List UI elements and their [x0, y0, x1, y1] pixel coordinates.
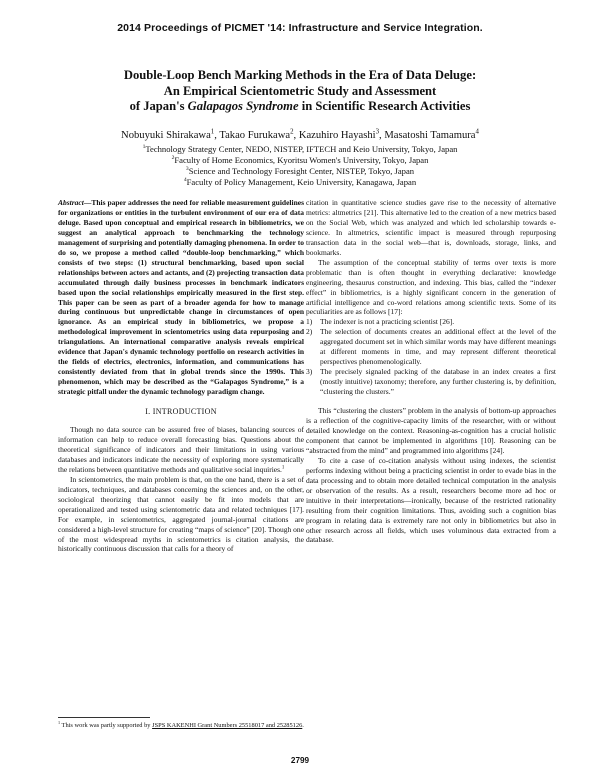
- right-paragraph-1: citation in quantitative science studies gave rise to the necessity of alternative metrics: altmetrics [21]. This alternative led to the creation of a new metrics based on the Social Web, which was analyzed and which led scholarship towards e-science. In altmetrics, scientific impact is measured through repurposing transaction data in the social web—that is, downloads, storage, links, and bookmarks.: [306, 198, 556, 257]
- right-column: [306, 198, 556, 545]
- section-heading-introduction: I. INTRODUCTION: [145, 407, 217, 417]
- intro-paragraph-1: Though no data source can be assured free of biases, balancing sources of information can help to reduce overall forecasting bias. Questions about the theoretical significance of indicators and their limitations in using various databases and indicators indicate the necessity of exploring more systematically the relations between quantitative methods and qualitative social inquiries.$^1$: [58, 425, 304, 474]
- affiliation-list: [60, 144, 540, 188]
- right-paragraph-4: To cite a case of co-citation analysis without using indexes, the scientist performs indexing without being a practicing scientist in order to evade bias in the data processing and to obtain more detailed technical computation in the analysis or observation of the results. As a result, researchers become more ad hoc or intuitive in their interpretations—ironically, because of the restricted rationality resulting from their cognition limitations. Thus, avoiding such a cognition bias program in relating data is extremely rare not only in bibliometrics but also in other research across all fields, which uses voluminous data extracted from a database.: [306, 455, 556, 545]
- affiliation: $^1$Technology Strategy Center, NEDO, NISTEP, IFTECH and Keio University, Tokyo, Japan: [142, 144, 458, 154]
- footnote-divider: [58, 717, 150, 718]
- affiliation: $^2$Faculty of Home Economics, Kyoritsu Women's University, Tokyo, Japan: [171, 155, 429, 165]
- intro-paragraph-2: In scientometrics, the main problem is that, on the one hand, there is a set of indicators, techniques, and databases concerning the sciences and, on the other, sociological theorizing that cannot easily be fit into models that are operationalized and tested using scientometric data and related techniques [17]. For example, in scientometrics, aggregated journal-journal citations are considered a high-level structure for creating “maps of science” [20]. Though one of the most widespread myths in scientometrics is citation analysis, the historically continuous discussion that calls for a theory of: [58, 474, 304, 554]
- title-line-1: Double-Loop Bench Marking Methods in the Era of Data Deluge:: [123, 68, 477, 82]
- right-paragraph-3: This “clustering the clusters” problem in the analysis of bottom-up approaches is a reflection of the cognitive-capacity limits of the researcher, with or without detailed knowledge on the context. Reasoning-as-cognition has a crucial holistic component that cannot be implemented in algorithms [10]. Reasoning can be “abstracted from the mind” and programmed into algorithms [24].: [306, 406, 556, 455]
- title-line-3: [60, 99, 540, 115]
- author: Takao Furukawa$^2$,: [219, 128, 299, 141]
- author: Nobuyuki Shirakawa$^1$,: [121, 128, 220, 141]
- abstract-text: —This paper addresses the need for reliable measurement guidelines for organizations or entities in the turbulent environment of our era of data deluge. Based upon conceptual and empirical research in bibliometrics, we suggest an analytical approach to benchmarking the technology management of surprising and potentially damaging phenomena. In order to do so, we propose a method called “double-loop benchmarking,” which consists of two steps: (1) structural benchmarking, based upon social relationships between actors and actants, and (2) projecting transaction data accumulated through daily business processes in benchmark indicators based upon the social relationships empirically measured in the first step. This paper can be seen as part of a broader agenda for how to manage during continuous but unpredictable change in circumstances of open ignorance. As an empirical study in bibliometrics, we propose a methodological improvement in scientometrics using data repurposing and triangulations. An international comparative analysis reveals empirical evidence that Japan's dynamic technology portfolio on research activities in the fields of electrics, electronics, information, and communications has consistently deviated from that in global trends since the 1990s. This phenomenon, which may be described as the “Galapagos Syndrome,” is a strategic pitfall under the dynamic technology paradigm change.: [58, 198, 304, 397]
- list-item: 2) The selection of documents creates an additional effect at the level of the aggregated document set in which similar words may have different meanings at different moments in time, and may represent different theoretical perspectives phenomenologically.: [306, 327, 556, 367]
- abstract: [58, 198, 304, 397]
- grant-link[interactable]: JSPS KAKENHI Grant Numbers 25518017 and 25285126: [152, 722, 303, 729]
- author-list: [40, 130, 560, 142]
- title-line-3-prefix: of Japan's: [129, 99, 188, 113]
- list-item: 1) The indexer is not a practicing scientist [26].: [306, 317, 455, 327]
- paper-title: [60, 68, 540, 115]
- title-line-3-suffix: in Scientific Research Activities: [298, 99, 471, 113]
- footnote: $^1$ This work was partly supported by JSPS KAKENHI Grant Numbers 25518017 and 25285126.: [58, 719, 304, 729]
- abstract-label: Abstract: [58, 198, 84, 207]
- list-item: 3) The precisely signaled packing of the database in an index creates a first (mostly intuitive) taxonomy; therefore, any further clustering is, by definition, “clustering the clusters.”: [306, 367, 556, 397]
- right-paragraph-2: The assumption of the conceptual stability of terms over texts is more problematic than is often thought in everything declarative: knowledge engineering, thesaurus construction, and indexing. This bias, called the “indexer effect” in bibliometrics, is a highly significant concern in the generation of artificial intelligence and co-word relations among scientific texts. Some of its peculiarities are as follows [17]:: [306, 257, 556, 317]
- left-column: [58, 198, 304, 554]
- conference-header: 2014 Proceedings of PICMET '14: Infrastructure and Service Integration.: [117, 22, 483, 34]
- title-italic-term: Galapagos Syndrome: [187, 99, 299, 113]
- title-line-2: An Empirical Scientometric Study and Assessment: [163, 83, 437, 98]
- affiliation: $^4$Faculty of Policy Management, Keio University, Kanagawa, Japan: [183, 177, 417, 187]
- page-number: 2799: [290, 756, 310, 765]
- author: Kazuhiro Hayashi$^3$,: [298, 128, 385, 141]
- affiliation: $^3$Science and Technology Foresight Center, NISTEP, Tokyo, Japan: [185, 166, 415, 176]
- author: Masatoshi Tamamura$^4$: [384, 128, 479, 141]
